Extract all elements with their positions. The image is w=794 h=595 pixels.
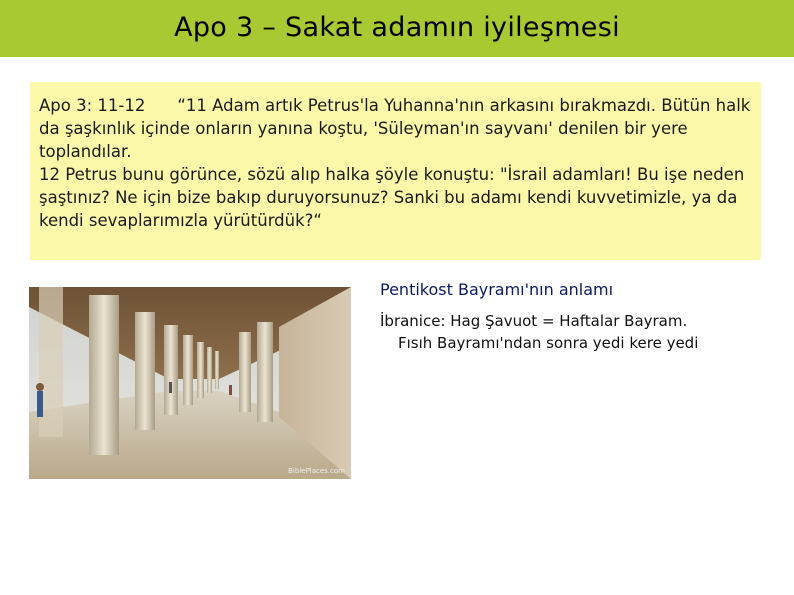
scripture-quote <box>39 94 761 232</box>
pentecost-meaning <box>380 310 698 354</box>
photo-watermark: BiblePlaces.com <box>288 467 345 475</box>
scripture-verse-11: “11 Adam artık Petrus'la Yuhanna'nın arkasını bırakmazdı. Bütün halk da şaşkınlık içinde onların yanına koştu, 'Süleyman'ın sayvanı' denilen bir yere toplandılar. <box>39 96 751 161</box>
pentecost-heading: Pentikost Bayramı'nın anlamı <box>380 280 614 299</box>
slide-title: Apo 3 – Sakat adamın iyileşmesi <box>174 12 620 43</box>
passover-note: Fısıh Bayramı'ndan sonra yedi kere yedi <box>398 334 699 352</box>
colonnade-photo <box>29 287 351 479</box>
scripture-verse-12: 12 Petrus bunu görünce, sözü alıp halka şöyle konuştu: "İsrail adamları! Bu işe neden şaştınız? Ne için bize bakıp duruyorsunuz? Sanki bu adamı kendi kuvvetimizle, ya da kendi sevaplarımızla yürütürdük?“ <box>39 165 745 230</box>
hebrew-name: İbranice: Hag Şavuot = Haftalar Bayram. <box>380 312 688 330</box>
scripture-reference: Apo 3: 11-12 <box>39 96 146 115</box>
colonnade-illustration <box>29 287 351 479</box>
